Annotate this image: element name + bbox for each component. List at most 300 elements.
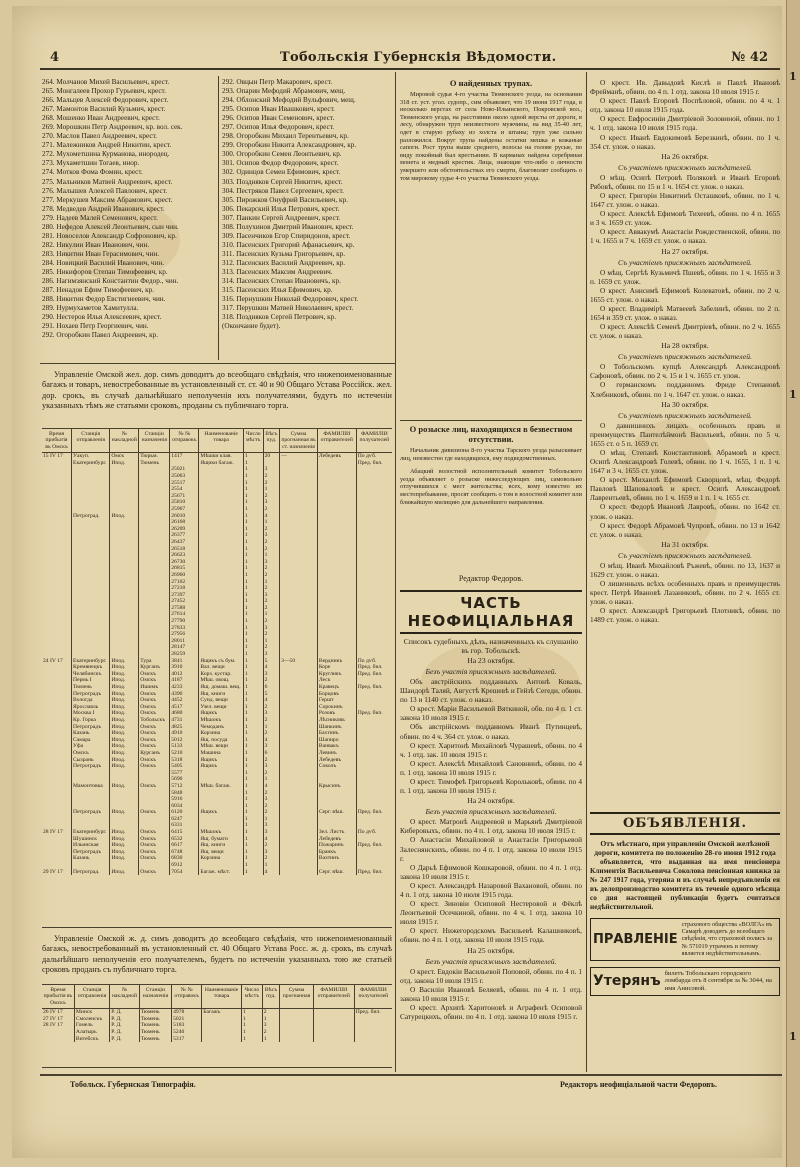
table-cell: 1 [243,539,263,546]
table-cell: Р. Д. [110,1016,139,1023]
table-cell [280,644,318,651]
table-cell [42,1029,74,1036]
table-cell [280,532,318,539]
table-row [42,1029,392,1036]
table-column-header: Станція отправленія [72,429,110,453]
name-entry: 264. Молчанов Михей Васильевич, крест. [42,78,170,86]
table-cell [280,638,318,645]
table-cell: Пред. бил. [356,842,392,849]
name-entry: 316. Пернушкин Николай Федорович, крест. [222,295,359,304]
table-cell: 25517 [170,480,199,487]
table-cell: 27956 [170,631,199,638]
table-cell [72,585,110,592]
name-entry: 304. Пестряков Павел Сергеевич, крест. [222,186,344,195]
table-cell [139,572,170,579]
edge-glyph: 1 [789,70,797,83]
table-cell [110,466,139,473]
table-cell [72,651,110,658]
table-row [42,697,392,704]
table-cell [42,579,72,586]
table-cell: Серг. вѣш. [317,869,356,876]
table-cell [42,618,72,625]
table-cell: Пред. бил. [356,664,392,671]
court-case-entry: О крест. Павлѣ Егоровѣ Поспѣловой, обвин. по 4 ч. 1 отд. закона 10 июля 1915 года. [590,96,780,115]
table-cell: 25021 [170,466,199,473]
table-cell: 1 [243,783,263,790]
table-cell: 3 [263,763,280,770]
table-cell [317,546,356,553]
table-cell: 2 [263,790,280,797]
table-cell [139,631,170,638]
table-row [42,546,392,553]
table-cell: 1 [243,776,263,783]
table-cell: Ипод. [110,869,139,876]
court-case-entry: О крест. Маріи Васильевой Вяткиной, обв. по 4 п. 1 ст. закона 10 июля 1915 г. [400,704,582,723]
table-cell: 6 [263,750,280,757]
table-cell [317,486,356,493]
table-cell [139,552,170,559]
table-cell: 1 [243,480,263,487]
table-cell [356,625,392,632]
table-cell [317,611,356,618]
table-cell: 26623 [170,552,199,559]
table-cell [110,816,139,823]
table-cell: По дѵб. [356,658,392,665]
table-cell: 1 [263,862,280,869]
table-cell [280,737,318,744]
table-cell [280,611,318,618]
table-cell [356,532,392,539]
court-list-subtitle: Списокъ судебныхъ дѣлъ, назначенныхъ къ слушанію въ гор. Тобольскѣ. [403,637,579,655]
name-entry: 306. Пекарский Илья Петрович, крест. [222,204,340,213]
table-cell [199,618,244,625]
table-cell: Петроград. [72,513,110,520]
table-cell [317,770,356,777]
court-case-entry: О крест. Евфросиніи Дмитріевой Золовиной, обвин. по 1 ч. 1 отд. закона 10 июля 1915 года. [590,114,780,133]
table-cell [72,631,110,638]
table-cell: 1 [243,486,263,493]
table-cell: 24 IV 17 [43,657,63,664]
table-cell [110,486,139,493]
table-cell [72,519,110,526]
table-cell: Пред. бил. [356,869,392,876]
table-cell: 5183 [172,1022,202,1029]
ledger-table [42,429,392,875]
table-cell: 2 [263,730,280,737]
table-cell [110,790,139,797]
table-cell: Ящ. посуда [199,737,244,744]
table-cell [199,565,244,572]
table-cell [199,605,244,612]
table-cell: 27 IV 17 [43,1015,63,1022]
table-cell: Ярославль [72,704,110,711]
table-cell: 1 [263,552,280,559]
table-cell: Ящ. бумаги [199,836,244,843]
table-cell: Ипод. [110,730,139,737]
table-cell [280,869,318,876]
table-cell [42,737,72,744]
table-cell: Лебедевъ [317,453,356,460]
section-title: О найденных трупах. [449,78,533,88]
table-cell [139,466,170,473]
table-cell [317,539,356,546]
name-entry: 299. Огоробкин Никита Александрович, кр. [222,141,357,150]
table-row [42,1036,392,1043]
table-cell: 2 [263,842,280,849]
name-entry: 296. Осипов Иван Семенович, крест. [222,114,335,123]
table-cell: Р. Д. [110,1036,139,1043]
table-cell: 1 [241,1022,262,1029]
table-cell: 5 [263,658,280,665]
table-cell: Корзина [199,855,244,862]
table-cell [139,506,170,513]
table-cell [42,559,72,566]
table-row [42,559,392,566]
table-cell [199,513,244,520]
table-cell [199,532,244,539]
name-entry: 308. Полухинов Дмитрий Иванович, крест. [222,222,354,231]
court-case-entry: О крест. Евдокіи Васильевой Поповой, обвин. по 4 п. 1 отд. закона 10 июля 1915 г. [400,966,582,985]
table-cell: Узел. вещи [199,704,244,711]
table-cell [280,763,318,770]
table-row [42,631,392,638]
table-cell: 1 [241,1036,262,1043]
table-column-header: Наименованіе товара [202,985,242,1009]
table-cell: Омскъ [139,724,170,731]
court-note: Безъ участія присяжныхъ засѣдателей. [425,667,557,676]
table-cell [199,585,244,592]
ledger-table [42,985,392,1042]
table-cell [356,598,392,605]
table-cell: 1 [243,836,263,843]
table-cell: Ипод. [110,763,139,770]
table-cell [317,592,356,599]
table-cell [139,499,170,506]
table-cell: 28011 [170,638,199,645]
table-row [42,466,392,473]
table-cell [110,618,139,625]
table-cell [280,598,318,605]
table-column-header: ФАМИЛІИ получателей [356,429,392,453]
table-cell [280,1029,314,1036]
table-cell: 27452 [170,598,199,605]
court-note: Съ участіемъ присяжныхъ засѣдателей. [618,352,752,362]
table-cell [313,1022,354,1029]
ad-text: страхового общества «ВОЛГА» въ Самарѣ доводитъ до всеобщаго свѣдѣнія, что страховой полисъ за № 571019 утраченъ и потому является недѣйствительнымъ. [681,920,773,958]
table-cell: Омскъ [139,710,170,717]
table-cell [42,506,72,513]
table-cell: Омскъ [139,730,170,737]
name-entry: 291. Нохаев Петр Георгиевич, чин. [42,322,149,331]
table-cell [317,572,356,579]
table-row [42,704,392,711]
table-cell [72,611,110,618]
table-cell [110,552,139,559]
table-cell: 3 [263,796,280,803]
name-entry: 298. Огоробкин Михаил Терентьевич, кр. [222,132,349,141]
table-cell [42,486,72,493]
table-column-header: № накладной [110,985,139,1009]
table-cell: 2 [263,526,280,533]
table-cell: 27102 [170,579,199,586]
lost-ticket-ad [590,967,780,996]
table-cell: Ишимъ [139,684,170,691]
name-entry: 294. Облонский Мефодий Вульфович, мещ. [222,96,356,105]
court-case-entry: О Василіи Ивановѣ Беляевѣ, обвин. по 4 п. 1 отд. закона 10 июля 1915 г. [400,984,582,1003]
court-day: На 25 октября. [467,945,515,955]
name-entry: 267. Мамонтов Василий Кузьмич, крест. [42,105,166,114]
court-case-entry: О крест. Зиновіи Осиповой Нестеровой и Фёклѣ Леонтьевой Осечкиной, обвин. по 4 ч. 1 отд. закона 10 июля 1915 г. [400,899,582,927]
table-cell: 2 [263,803,280,810]
table-cell: Кравецъ [317,684,356,691]
railway-notice-2: Управленіе Омской ж. д. симъ доводитъ до всеобщаго свѣдѣнія, что нижепоименованный багажъ, невостребованный въ установленный ст. 40 Общаго Устава Росс. ж. д. срокъ, въ случаѣ дальнѣйшаго неполученія его получателемъ, будетъ по истеченіи указанныхъ тою же статьей сроковъ проданъ съ публичнаго торга. [42,934,392,974]
court-case-entry: О Тобольскомъ купцѣ Александрѣ Александровѣ Сафоновѣ, обвин. по 2 ч. 15 и 1 ч. 1655 ст. улож. [590,362,780,381]
table-cell: 27614 [170,611,199,618]
table-cell [199,598,244,605]
table-cell [317,644,356,651]
table-cell: Серг. вѣш. [317,809,356,816]
editor-signature: Редактор Федоров. [458,574,524,583]
table-cell [199,862,244,869]
court-case-entry: О крест. Харитонѣ Михайловѣ Чурашевѣ, обвин. по 4 ч. 1 отд. зак. 10 июля 1915 г. [400,740,582,759]
table-cell: Лѣсниковъ [317,717,356,724]
table-cell [139,803,170,810]
table-cell [317,822,356,829]
table-column-header: ФАМИЛІИ получателей [354,985,392,1009]
table-cell [280,513,318,520]
table-cell: Тюмень [139,1029,171,1036]
table-cell: Минск [74,1009,109,1016]
table-cell: 2 [262,1009,279,1016]
table-row [42,717,392,724]
name-entry: 292. Овцын Петр Макарович, крест. [222,78,333,86]
table-cell [139,862,170,869]
table-cell: 15 IV 17 [43,453,63,460]
table-cell [72,796,110,803]
table-cell: Ипод. [110,460,139,467]
table-column-header: Число мѣстъ [243,429,263,453]
table-cell: Омскъ [139,783,170,790]
table-cell [42,809,72,816]
table-cell: Курганъ [139,750,170,757]
table-cell [317,526,356,533]
table-cell [280,486,318,493]
table-cell [317,532,356,539]
table-cell: 3 [263,743,280,750]
table-row [42,618,392,625]
table-cell: Екатеринбург. [72,829,110,836]
table-cell [42,697,72,704]
table-cell: Кр. Горка [72,717,110,724]
table-cell [317,460,356,467]
table-cell: 1 [243,770,263,777]
table-cell: Пермь I [72,677,110,684]
table-cell: 1 [243,466,263,473]
table-cell: 2554 [170,486,199,493]
table-cell [356,519,392,526]
table-cell: Чемоданъ [199,724,244,731]
table-cell [356,526,392,533]
table-cell [42,480,72,487]
court-note: Безъ участія присяжныхъ засѣдателей. [425,807,557,817]
table-row [42,836,392,843]
table-cell: Ипод. [110,691,139,698]
table-cell: Казань [72,730,110,737]
table-cell [110,565,139,572]
table-cell: 1 [243,717,263,724]
table-cell: Омскъ [139,849,170,856]
table-cell [317,579,356,586]
table-cell: 1 [243,763,263,770]
table-cell: 1 [243,651,263,658]
table-cell: 4 [263,664,280,671]
table-cell [356,750,392,757]
table-cell [356,651,392,658]
table-cell [356,552,392,559]
table-cell: Багаж. мѣст. [199,869,244,876]
name-entry: 295. Осипов Иван Ивашкович, крест. [222,105,335,114]
table-cell: 1 [243,644,263,651]
table-cell [110,611,139,618]
table-cell: 1 [243,598,263,605]
table-cell [139,526,170,533]
table-cell: Ипод. [110,750,139,757]
table-cell: 25063 [170,473,199,480]
table-row [42,776,392,783]
table-cell [42,691,72,698]
table-cell: 2 [263,605,280,612]
ad-title: Утерянъ [593,973,661,990]
table-cell [42,677,72,684]
table-cell: 20 [263,453,280,460]
table-cell [280,770,318,777]
table-cell: 1 [263,638,280,645]
table-row [42,552,392,559]
table-cell: Ипод. [110,724,139,731]
court-day: На 28 октября. [661,341,709,351]
table-row [42,710,392,717]
table-cell [110,532,139,539]
name-entry: 285. Никифоров Степан Тимофеевич, кр. [42,267,168,276]
table-cell: 4390 [170,691,199,698]
table-cell: Петроградъ [72,809,110,816]
table-cell: Ящикъ съ бум. [199,658,244,665]
table-cell: Пред. бил. [354,1009,392,1016]
table-cell: 3 [263,625,280,632]
table-cell [139,790,170,797]
name-entry: 305. Пирожков Онуфрий Васильевич, кр. [222,195,348,204]
name-entry: 314. Пасенских Степан Ивановичъ, кр. [222,277,341,286]
names-list-left [42,78,217,360]
table-cell [317,605,356,612]
table-cell: 1 [263,486,280,493]
court-case-entry: О крест. Федорѣ Абрамовѣ Чупровѣ, обвин. по 13 и 1642 ст. улож. о наказ. [590,520,780,539]
table-cell [313,1029,354,1036]
table-cell [199,473,244,480]
table-cell: 4 [263,783,280,790]
table-cell: 1 [243,519,263,526]
table-cell: 1 [243,849,263,856]
name-entry: 278. Медведев Андрей Иванович, крест. [42,204,165,213]
court-case-entry: О крест. Аввакумѣ Анастасіи Рождественской, обвин. по 1 ч. 1655 и 7 ч. 1659 ст. улож. о наказ. [590,227,780,246]
table-cell [139,644,170,651]
table-cell: Алатырь [74,1029,109,1036]
table-row [42,677,392,684]
table-row [42,499,392,506]
table-cell: Омскъ [139,691,170,698]
table-cell [317,559,356,566]
table-cell: Ящикъ [199,763,244,770]
table-cell [139,579,170,586]
table-cell [356,796,392,803]
table-cell [356,644,392,651]
table-cell [139,822,170,829]
unclaimed-baggage-table [42,984,392,1068]
court-case-entry: О мѣщ. Иванѣ Михайловѣ Ръжевѣ, обвин. по 13, 1637 и 1629 ст. улож. о наказ. [590,560,780,579]
table-cell [280,796,318,803]
table-cell: Ипод. [110,737,139,744]
table-cell: 1 [243,855,263,862]
table-cell: 6532 [170,836,199,843]
table-cell [317,598,356,605]
name-entry: 310. Пасенских Григорий Афанасьевич, кр. [222,240,355,249]
table-cell [72,532,110,539]
insurance-ad [590,918,780,961]
table-cell: 1 [243,526,263,533]
table-cell: Омскъ [139,671,170,678]
table-cell: Казань [72,855,110,862]
court-day: На 26 октября. [661,151,709,161]
table-cell [317,473,356,480]
table-column-header: Сумма прогнанная въ ст. назначенія [280,429,318,453]
table-cell: 3 [263,822,280,829]
table-cell [356,559,392,566]
name-entry: 297. Осипов Илья Федорович, крест. [222,123,335,132]
table-cell: Мѣшки клав. [199,453,244,460]
table-row [42,671,392,678]
table-cell [72,598,110,605]
table-cell: Омскъ [139,697,170,704]
table-cell [199,638,244,645]
table-cell [42,611,72,618]
unclaimed-goods-table [42,428,392,928]
table-cell: Омскъ [139,737,170,744]
table-cell [280,499,318,506]
table-cell [42,849,72,856]
table-cell [356,677,392,684]
court-case-entry: О крест. Алексѣѣ Семенѣ Дмитріевѣ, обвин. по 2 ч. 1655 ст. улож. о наказ. [590,322,780,341]
table-cell: Мѣш. багаж. [199,783,244,790]
table-cell: 5 [263,691,280,698]
ad-title: ПРАВЛЕНІЕ [593,931,678,947]
court-note: Безъ участія присяжныхъ засѣдателей. [425,956,557,966]
table-cell [72,552,110,559]
table-cell: Ящ. вещи [199,849,244,856]
table-cell: Омскъ [139,704,170,711]
railway-notice-1: Управленіе Омской жел. дор. симъ доводитъ до всеобщаго свѣдѣнія, что нижепоименованные багажъ и товаръ, невостребованные въ установленный ст. ст. 40 и 90 Общаго Устава Россійск. жел. дор. срокъ, въ случаѣ дальнѣйшаго неполученія ихъ получателями, будутъ по истеченіи указанныхъ тѣмъ же статьями сроковъ, проданы съ публичнаго торга. [42,370,392,410]
table-cell [280,855,318,862]
table-cell [199,493,244,500]
table-cell: 4452 [170,697,199,704]
table-column-header: № № отправокъ [172,985,202,1009]
table-cell: Ящ. домаш. вещ. [199,684,244,691]
page-number: 4 [50,50,60,65]
table-cell: 5405 [170,763,199,770]
table-cell: Ипод. [110,842,139,849]
name-entry: 302. Одинцов Семен Ефимович, крест. [222,168,341,177]
table-cell: 28 IV 17 [43,1022,63,1029]
table-cell [280,691,318,698]
